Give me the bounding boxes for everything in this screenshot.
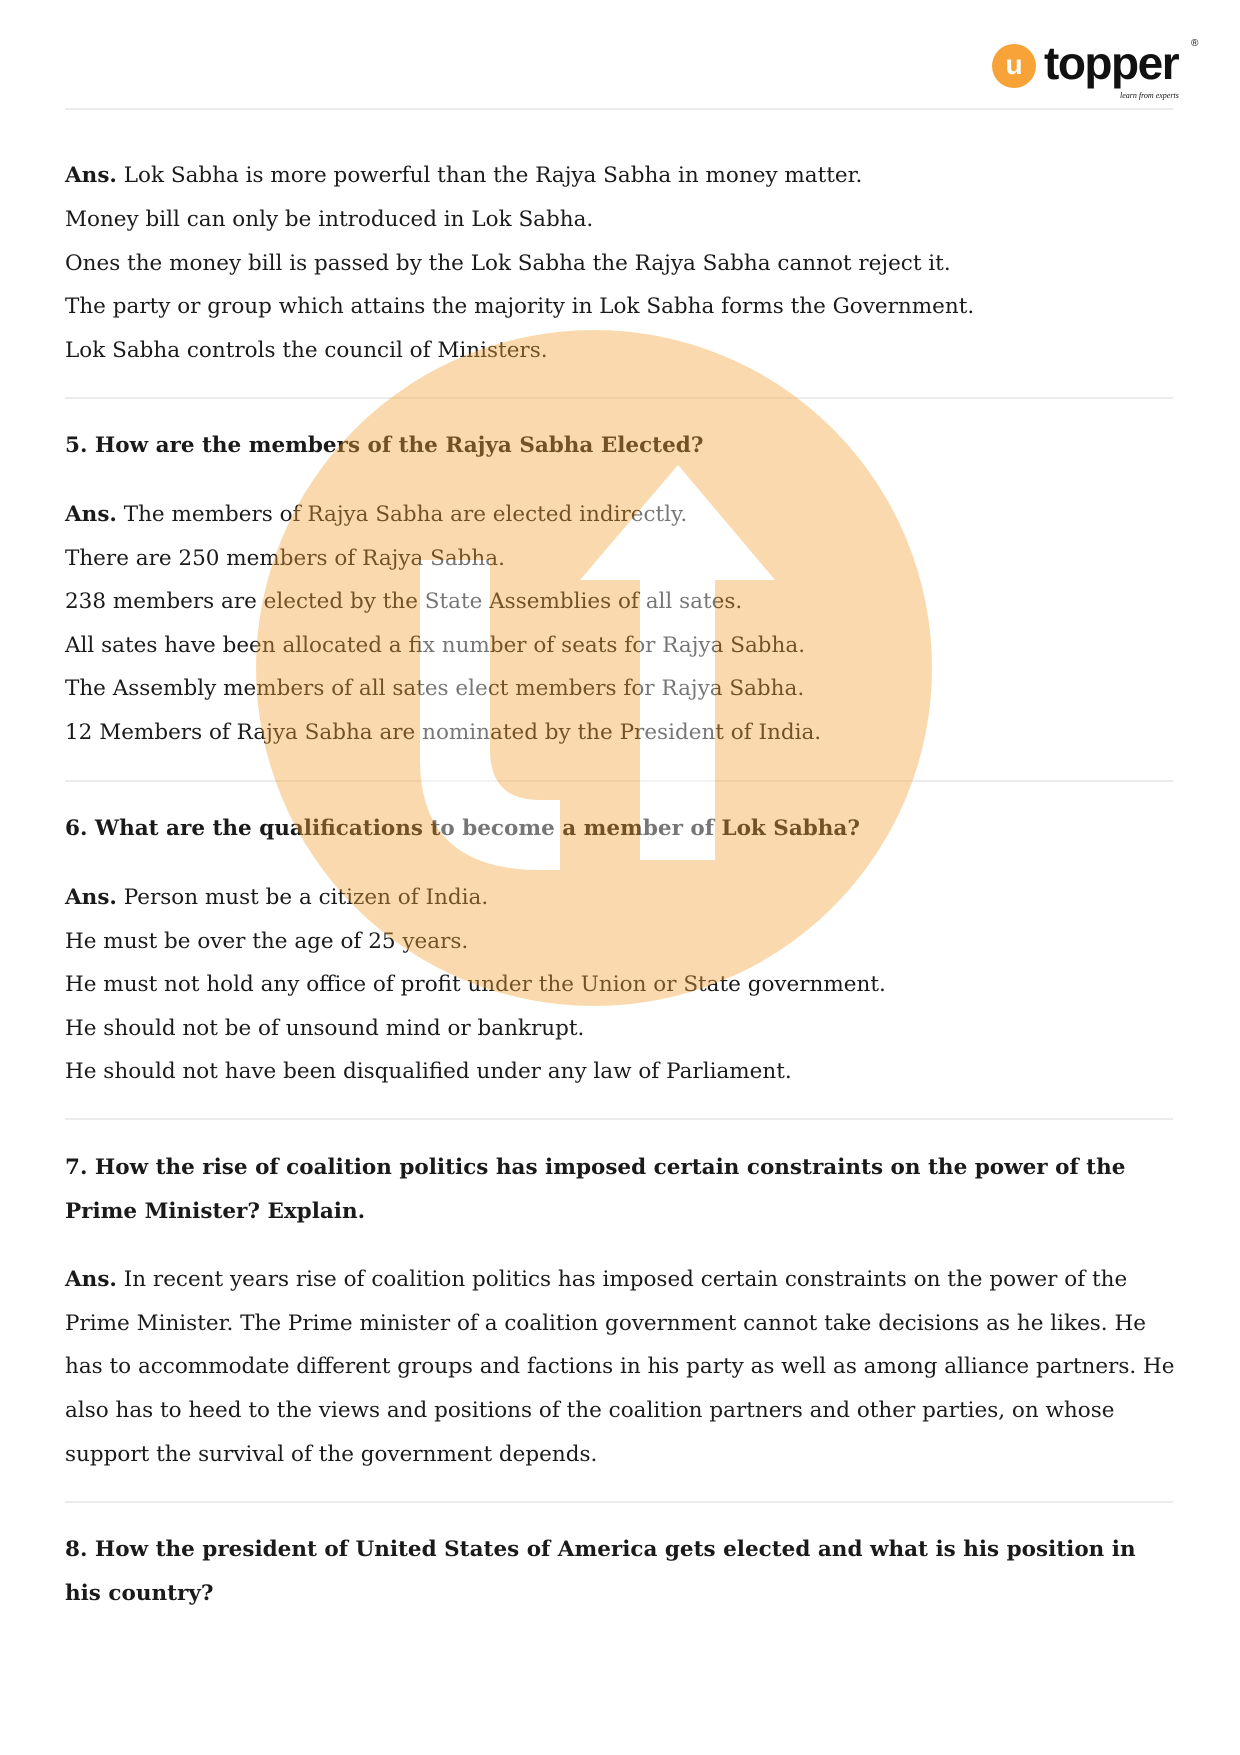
section-divider: [65, 1501, 1173, 1503]
question-8-line: 8. How the president of United States of America gets elected and what is his position in: [65, 1537, 1136, 1562]
answer-line: There are 250 members of Rajya Sabha.: [65, 546, 505, 571]
logo-word: topper: [1044, 37, 1179, 89]
answer-line: The party or group which attains the majority in Lok Sabha forms the Government.: [65, 294, 975, 319]
answer-line: Lok Sabha controls the council of Ministers.: [65, 338, 548, 363]
answer-line: All sates have been allocated a fix number of seats for Rajya Sabha.: [65, 633, 806, 658]
answer-line: 238 members are elected by the State Assemblies of all sates.: [65, 589, 743, 614]
section-divider: [65, 780, 1173, 782]
answer-line: He must not hold any office of profit under the Union or State government.: [65, 972, 886, 997]
logo-tagline: learn from experts: [1120, 91, 1179, 100]
answer-line: Ans. Person must be a citizen of India.: [65, 885, 489, 910]
question-7-line: Prime Minister? Explain.: [65, 1199, 366, 1224]
section-divider: [65, 1118, 1173, 1120]
answer-line: He must be over the age of 25 years.: [65, 929, 469, 954]
question-5: 5. How are the members of the Rajya Sabha Elected?: [65, 433, 704, 458]
answer-line: The Assembly members of all sates elect members for Rajya Sabha.: [65, 676, 805, 701]
question-6: 6. What are the qualifications to become a member of Lok Sabha?: [65, 816, 860, 841]
answer-line: He should not be of unsound mind or bankrupt.: [65, 1016, 585, 1041]
registered-mark: ®: [1191, 38, 1199, 49]
logo-mark: u: [992, 44, 1036, 88]
section-divider: [65, 397, 1173, 399]
answer-line: Ans. Lok Sabha is more powerful than the Rajya Sabha in money matter.: [65, 163, 863, 188]
header-divider: [65, 108, 1173, 110]
answer-line: Money bill can only be introduced in Lok Sabha.: [65, 207, 594, 232]
question-8-line: his country?: [65, 1581, 214, 1606]
answer-paragraph: Ans. In recent years rise of coalition politics has imposed certain constraints on the power of the Prime Minister. The Prime minister of a coalition government cannot take decisions as he likes. He has to accommodate different groups and factions in his party as well as among alliance partners. He also has to heed to the views and positions of the coalition partners and other parties, on whose support the survival of the government depends.: [65, 1267, 1175, 1467]
answer-line: He should not have been disqualified under any law of Parliament.: [65, 1059, 792, 1084]
answer-line: Ans. The members of Rajya Sabha are elected indirectly.: [65, 502, 688, 527]
answer-line: 12 Members of Rajya Sabha are nominated by the President of India.: [65, 720, 822, 745]
answer-line: Ones the money bill is passed by the Lok Sabha the Rajya Sabha cannot reject it.: [65, 251, 951, 276]
topper-logo: [990, 38, 1205, 104]
question-7-line: 7. How the rise of coalition politics has imposed certain constraints on the power of the: [65, 1155, 1126, 1180]
